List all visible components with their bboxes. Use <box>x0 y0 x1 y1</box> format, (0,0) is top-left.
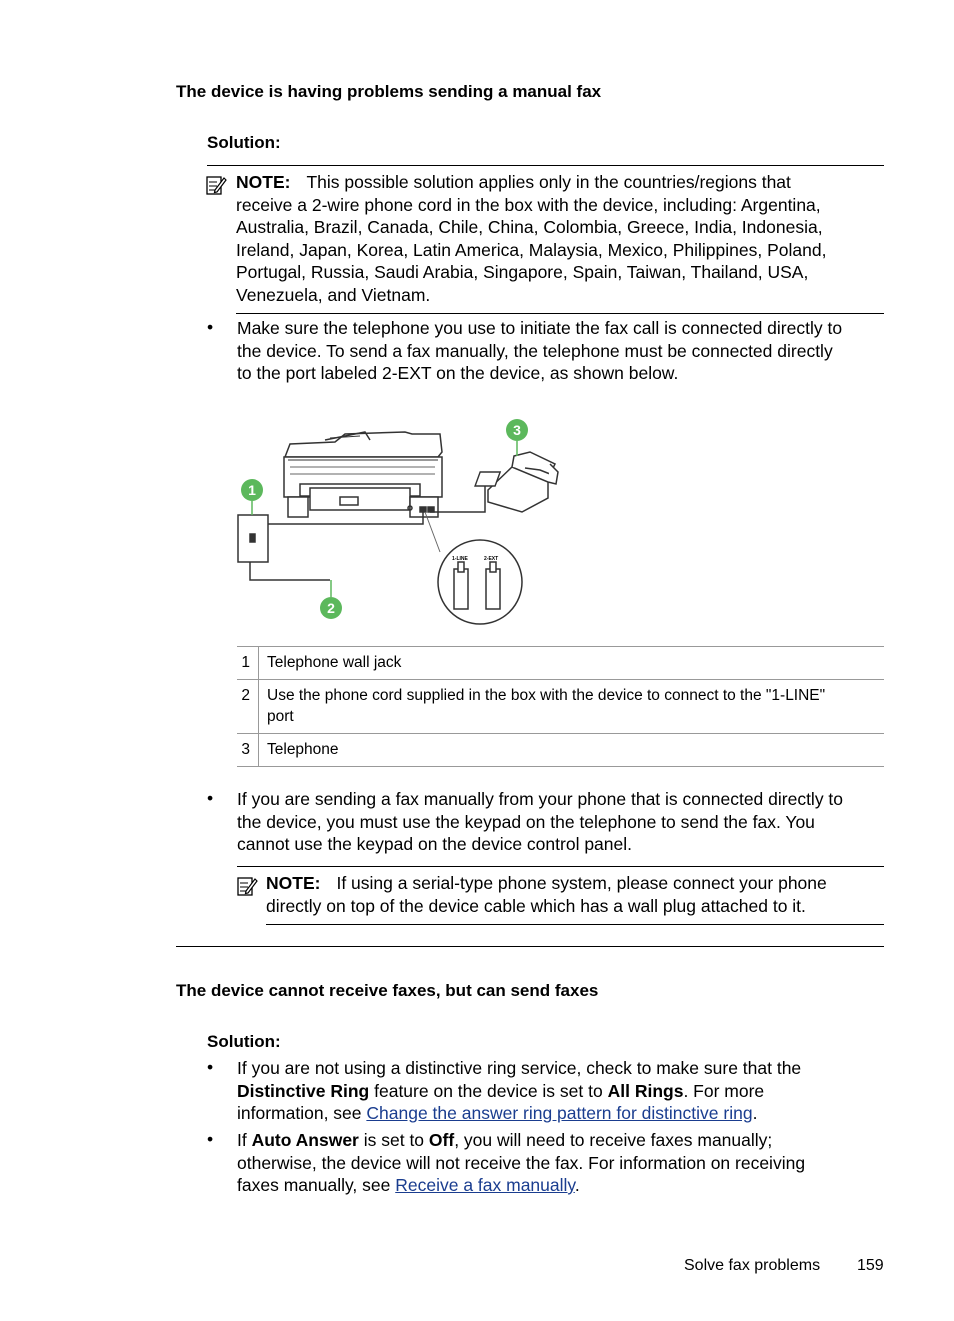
note-icon <box>205 174 227 196</box>
note-label: NOTE: <box>236 172 291 192</box>
bullet-marker: • <box>207 788 214 808</box>
bullet-line: cannot use the keypad on the device control panel. <box>237 834 632 854</box>
legend-text: Telephone wall jack <box>259 647 885 680</box>
text-span: information, see <box>237 1103 367 1123</box>
note-2 <box>266 872 886 917</box>
bullet-text <box>237 788 887 856</box>
page-number: 159 <box>857 1257 884 1274</box>
bullet-line <box>237 1129 887 1152</box>
table-row <box>237 734 884 767</box>
bold-term: All Rings <box>607 1080 684 1101</box>
bullet-line: If you are not using a distinctive ring service, check to make sure that the <box>237 1058 802 1078</box>
bold-term: Auto Answer <box>251 1130 359 1150</box>
note-bottom-rule <box>266 924 884 925</box>
note-label: NOTE: <box>266 873 321 893</box>
note-line: Australia, Brazil, Canada, Chile, China, Colombia, Greece, India, Indonesia, <box>236 217 823 237</box>
note-1 <box>236 171 886 306</box>
bullet-text <box>237 317 887 385</box>
callout-1: 1 <box>248 482 256 498</box>
note-top-rule <box>207 165 884 166</box>
legend-num: 3 <box>237 734 259 767</box>
bullet-marker: • <box>207 317 214 337</box>
note-line: Venezuela, and Vietnam. <box>236 284 431 305</box>
table-row <box>237 647 884 680</box>
bullet-text <box>237 1057 887 1125</box>
bullet-line <box>237 1102 887 1125</box>
section-heading-manual-fax: The device is having problems sending a manual fax <box>176 82 602 101</box>
port-label: 1-LINE <box>452 556 468 562</box>
text-span: . <box>752 1103 758 1123</box>
legend-text-line: port <box>267 708 294 725</box>
legend-num: 1 <box>237 647 259 680</box>
link-receive-fax-manually[interactable]: Receive a fax manually <box>395 1175 575 1195</box>
legend-num: 2 <box>237 680 259 734</box>
note-top-rule <box>237 866 884 867</box>
note-line: Portugal, Russia, Saudi Arabia, Singapore, Spain, Taiwan, Thailand, USA, <box>236 262 809 282</box>
text-span: faxes manually, see <box>237 1175 396 1195</box>
note-line: directly on top of the device cable which has a wall plug attached to it. <box>266 895 806 916</box>
bold-term: Distinctive Ring <box>237 1080 370 1101</box>
note-line: If using a serial-type phone system, please connect your phone <box>336 873 827 893</box>
fax-connection-diagram <box>230 412 570 630</box>
text-span: feature on the device is set to <box>369 1080 608 1101</box>
bullet-line: the device, you must use the keypad on the telephone to send the fax. You <box>237 811 815 832</box>
section-divider <box>176 946 884 947</box>
bullet-marker: • <box>207 1057 214 1077</box>
bullet-line <box>237 1080 887 1103</box>
bullet-line: Make sure the telephone you use to initiate the fax call is connected directly to <box>237 318 843 338</box>
note-icon <box>236 875 258 897</box>
text-span: is set to <box>358 1130 429 1150</box>
legend-text: Telephone <box>259 734 885 767</box>
callout-3: 3 <box>513 422 521 438</box>
text-span: . <box>574 1175 580 1195</box>
section-heading-cannot-receive: The device cannot receive faxes, but can send faxes <box>176 981 599 1000</box>
bullet-line: the device. To send a fax manually, the telephone must be connected directly <box>237 340 833 361</box>
bold-term: Off <box>428 1130 455 1150</box>
text-span: . For more <box>683 1080 765 1101</box>
note-line: Ireland, Japan, Korea, Latin America, Malaysia, Mexico, Philippines, Poland, <box>236 239 827 260</box>
legend-text-line: Use the phone cord supplied in the box with the device to connect to the "1-LINE" <box>267 687 826 704</box>
link-distinctive-ring[interactable]: Change the answer ring pattern for distinctive ring <box>366 1103 753 1123</box>
legend-table <box>237 646 884 767</box>
text-span: , you will need to receive faxes manually; <box>454 1130 773 1150</box>
bullet-line: otherwise, the device will not receive the fax. For information on receiving <box>237 1152 806 1173</box>
text-span: If <box>237 1130 252 1150</box>
note-line: receive a 2-wire phone cord in the box with the device, including: Argentina, <box>236 194 821 215</box>
bullet-line <box>237 1174 887 1197</box>
table-row <box>237 680 884 734</box>
note-bottom-rule <box>236 313 884 314</box>
bullet-line: If you are sending a fax manually from your phone that is connected directly to <box>237 789 844 809</box>
port-label: 2-EXT <box>484 556 499 562</box>
bullet-marker: • <box>207 1129 214 1149</box>
legend-text <box>259 680 885 734</box>
bullet-text <box>237 1129 887 1197</box>
note-line: This possible solution applies only in the countries/regions that <box>306 172 791 192</box>
callout-2: 2 <box>327 600 335 616</box>
bullet-line: to the port labeled 2-EXT on the device, as shown below. <box>237 363 679 383</box>
solution-label: Solution: <box>207 1032 281 1051</box>
solution-label: Solution: <box>207 133 281 152</box>
footer-section-title: Solve fax problems <box>684 1257 821 1274</box>
